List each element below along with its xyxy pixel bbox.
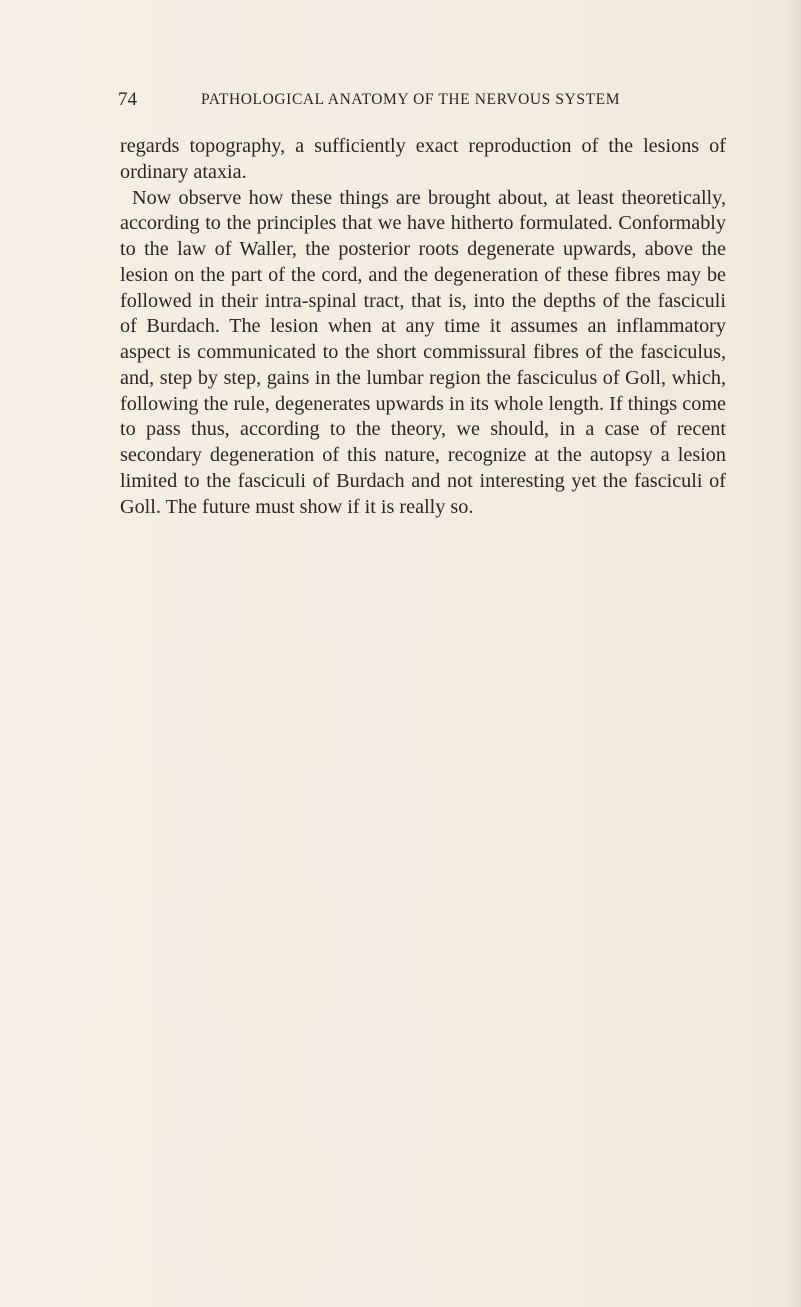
paragraph-2: Now observe how these things are brought about, at least theoretically, according to the principles that we have hitherto formulated. Conformably to the law of Waller, the posterior roots degenerate upwards, above the lesion on the part of the cord, and the degeneration of these fibres may be followed in their intra-spinal tract, that is, into the depths of the fasciculi of Burdach. The lesion when at any time it assumes an inflammatory aspect is communicated to the short commissural fibres of the fasciculus, and, step by step, gains in the lumbar region the fasciculus of Goll, which, following the rule, degenerates upwards in its whole length. If things come to pass thus, according to the theory, we should, in a case of recent secondary degeneration of this nature, recognize at the autopsy a lesion limited to the fasciculi of Burdach and not interesting yet the fasciculi of Goll. The future must show if it is really so.: [120, 186, 726, 518]
page-number: 74: [118, 89, 137, 110]
body-text: [120, 134, 726, 520]
page-edge-shadow: [787, 0, 801, 1307]
paragraph-1: regards topography, a sufficiently exact reproduction of the lesions of ordinary ataxia.: [120, 135, 726, 183]
running-title: PATHOLOGICAL ANATOMY OF THE NERVOUS SYSTEM: [201, 91, 621, 108]
running-head: [118, 86, 718, 116]
